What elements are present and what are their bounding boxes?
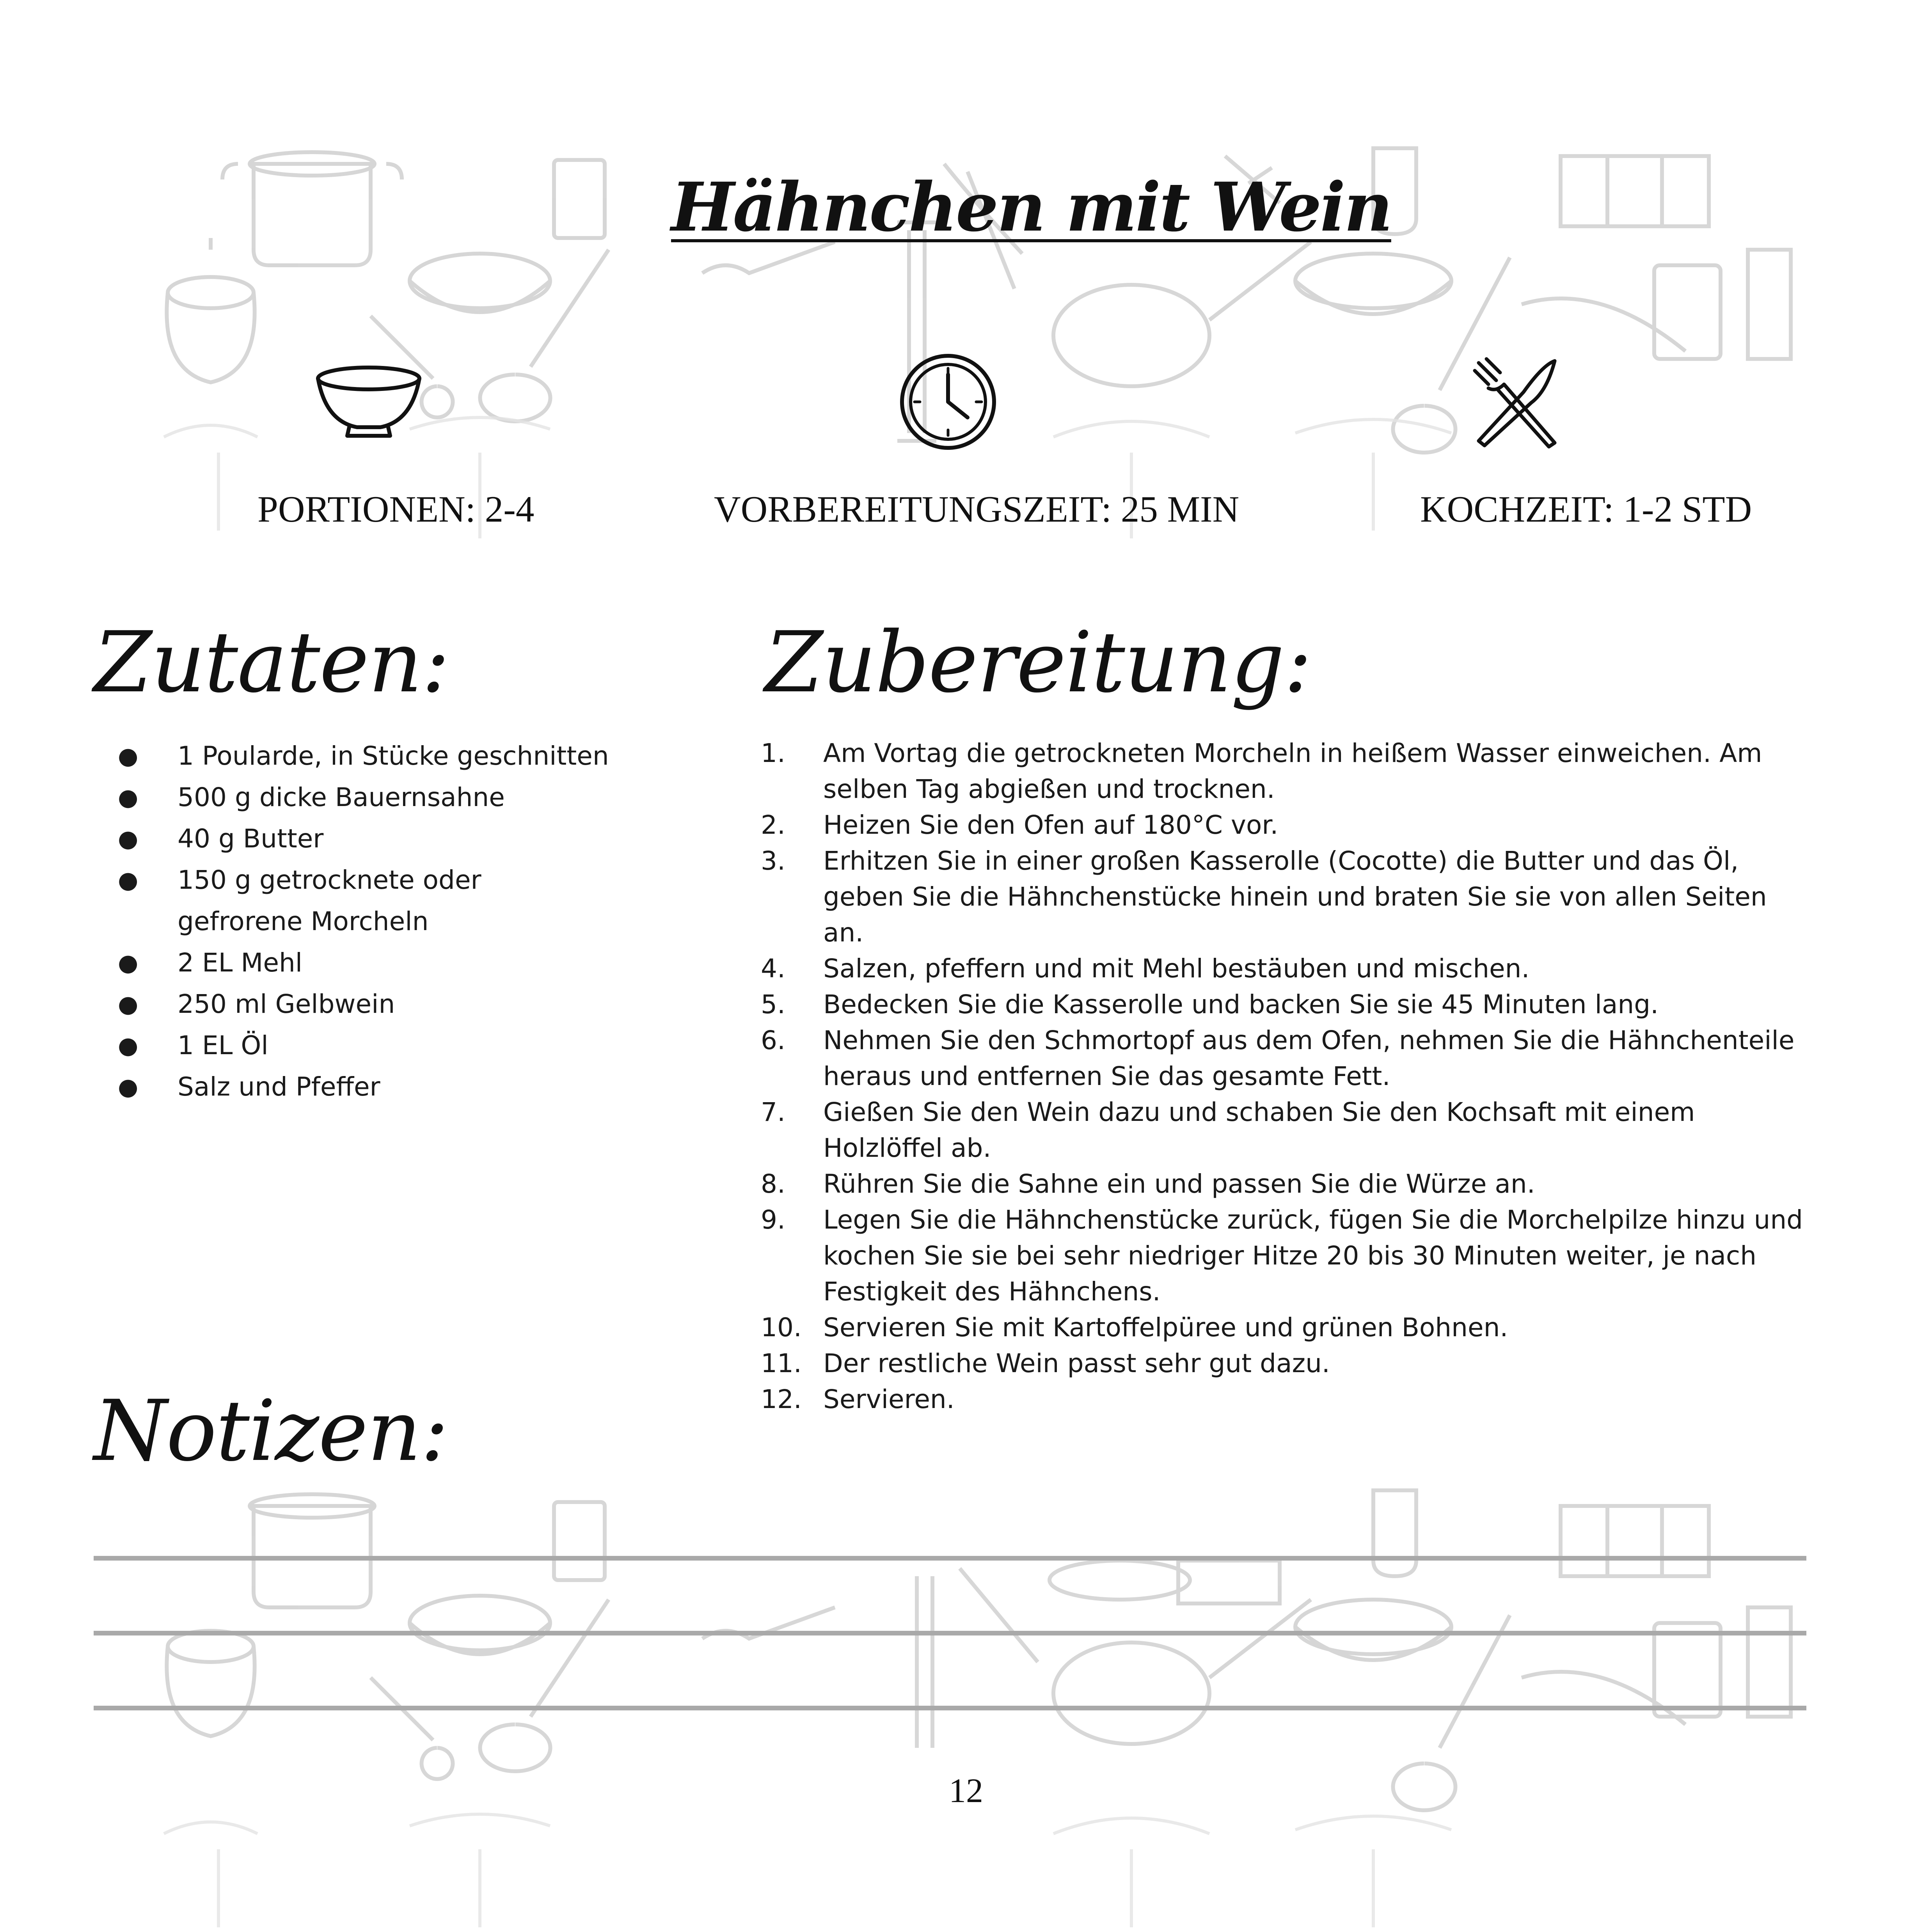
ingredient-item-continued xyxy=(113,901,679,942)
step-item xyxy=(761,1202,1814,1310)
step-item xyxy=(761,1094,1814,1166)
step-item xyxy=(761,1166,1814,1202)
bullet-icon: ● xyxy=(118,991,139,1018)
ingredient-text: 150 g getrocknete oder xyxy=(178,865,481,895)
step-text: Servieren Sie mit Kartoffelpüree und grünen Bohnen. xyxy=(823,1312,1508,1342)
step-text: Erhitzen Sie in einer großen Kasserolle (Cocotte) die Butter und das Öl, geben Sie die Hähnchenstücke hinein und braten Sie sie von allen Seiten an. xyxy=(823,846,1767,948)
ingredient-text: gefrorene Morcheln xyxy=(178,906,429,936)
clock-icon xyxy=(897,351,999,453)
bullet-icon: ● xyxy=(118,1073,139,1101)
ingredient-item xyxy=(113,859,679,901)
notes-heading: Notizen: xyxy=(94,1382,448,1480)
step-number: 6. xyxy=(761,1025,785,1055)
step-number: 5. xyxy=(761,989,785,1019)
ingredient-item xyxy=(113,735,679,777)
ingredient-item xyxy=(113,777,679,818)
fork-knife-icon xyxy=(1467,351,1568,453)
ingredient-item xyxy=(113,984,679,1025)
ingredient-item xyxy=(113,818,679,859)
ingredients-list xyxy=(113,735,679,1108)
step-number: 11. xyxy=(761,1348,802,1378)
step-item xyxy=(761,951,1814,987)
step-number: 12. xyxy=(761,1384,802,1414)
ingredient-item xyxy=(113,1025,679,1066)
ingredients-heading: Zutaten: xyxy=(94,613,449,711)
step-text: Am Vortag die getrockneten Morcheln in heißem Wasser einweichen. Am selben Tag abgießen und trocknen. xyxy=(823,738,1762,804)
step-item xyxy=(761,807,1814,843)
step-item xyxy=(761,843,1814,951)
notes-line xyxy=(94,1706,1806,1710)
ingredient-text: 250 ml Gelbwein xyxy=(178,989,395,1019)
step-text: Salzen, pfeffern und mit Mehl bestäuben und mischen. xyxy=(823,954,1530,984)
preparation-steps-list xyxy=(761,735,1814,1417)
ingredient-item xyxy=(113,1066,679,1108)
bullet-icon: ● xyxy=(118,825,139,852)
bullet-icon: ● xyxy=(118,742,139,770)
ingredient-text: Salz und Pfeffer xyxy=(178,1072,380,1102)
page-number: 12 xyxy=(949,1772,983,1810)
step-item xyxy=(761,735,1814,807)
step-item xyxy=(761,1310,1814,1346)
ingredient-text: 500 g dicke Bauernsahne xyxy=(178,782,505,812)
notes-line xyxy=(94,1631,1806,1635)
step-number: 1. xyxy=(761,738,785,768)
step-number: 4. xyxy=(761,954,785,984)
preparation-heading: Zubereitung: xyxy=(765,613,1311,711)
step-item xyxy=(761,1023,1814,1094)
step-number: 10. xyxy=(761,1312,802,1342)
bullet-icon: ● xyxy=(118,867,139,894)
step-text: Servieren. xyxy=(823,1384,955,1414)
step-text: Bedecken Sie die Kasserolle und backen Sie sie 45 Minuten lang. xyxy=(823,989,1659,1019)
step-text: Rühren Sie die Sahne ein und passen Sie die Würze an. xyxy=(823,1169,1535,1199)
kitchen-utensils-background-bottom xyxy=(0,1459,1932,1932)
step-text: Gießen Sie den Wein dazu und schaben Sie den Kochsaft mit einem Holzlöffel ab. xyxy=(823,1097,1695,1163)
step-text: Legen Sie die Hähnchenstücke zurück, fügen Sie die Morchelpilze hinzu und kochen Sie sie bei sehr niedriger Hitze 20 bis 30 Minuten weiter, je nach Festigkeit des Hähnchens. xyxy=(823,1205,1803,1307)
step-item xyxy=(761,1346,1814,1382)
ingredient-item xyxy=(113,942,679,984)
step-number: 3. xyxy=(761,846,785,876)
ingredient-text: 1 EL Öl xyxy=(178,1030,268,1060)
step-number: 9. xyxy=(761,1205,785,1235)
step-text: Nehmen Sie den Schmortopf aus dem Ofen, nehmen Sie die Hähnchenteile heraus und entfernen Sie das gesamte Fett. xyxy=(823,1025,1795,1091)
recipe-title: Hähnchen mit Wein xyxy=(671,167,1391,247)
step-number: 8. xyxy=(761,1169,785,1199)
step-number: 7. xyxy=(761,1097,785,1127)
ingredient-text: 1 Poularde, in Stücke geschnitten xyxy=(178,741,609,771)
cook-time-label: KOCHZEIT: 1-2 STD xyxy=(1420,488,1752,530)
portions-label: PORTIONEN: 2-4 xyxy=(257,488,534,530)
bowl-icon xyxy=(312,363,425,441)
prep-time-label: VORBEREITUNGSZEIT: 25 MIN xyxy=(714,488,1239,530)
ingredient-text: 2 EL Mehl xyxy=(178,948,303,978)
step-text: Der restliche Wein passt sehr gut dazu. xyxy=(823,1348,1330,1378)
bullet-icon: ● xyxy=(118,1032,139,1059)
bullet-icon: ● xyxy=(118,949,139,977)
ingredient-text: 40 g Butter xyxy=(178,824,324,854)
step-item xyxy=(761,1382,1814,1417)
step-item xyxy=(761,987,1814,1023)
notes-line xyxy=(94,1556,1806,1561)
step-number: 2. xyxy=(761,810,785,840)
bullet-icon: ● xyxy=(118,784,139,811)
step-text: Heizen Sie den Ofen auf 180°C vor. xyxy=(823,810,1279,840)
